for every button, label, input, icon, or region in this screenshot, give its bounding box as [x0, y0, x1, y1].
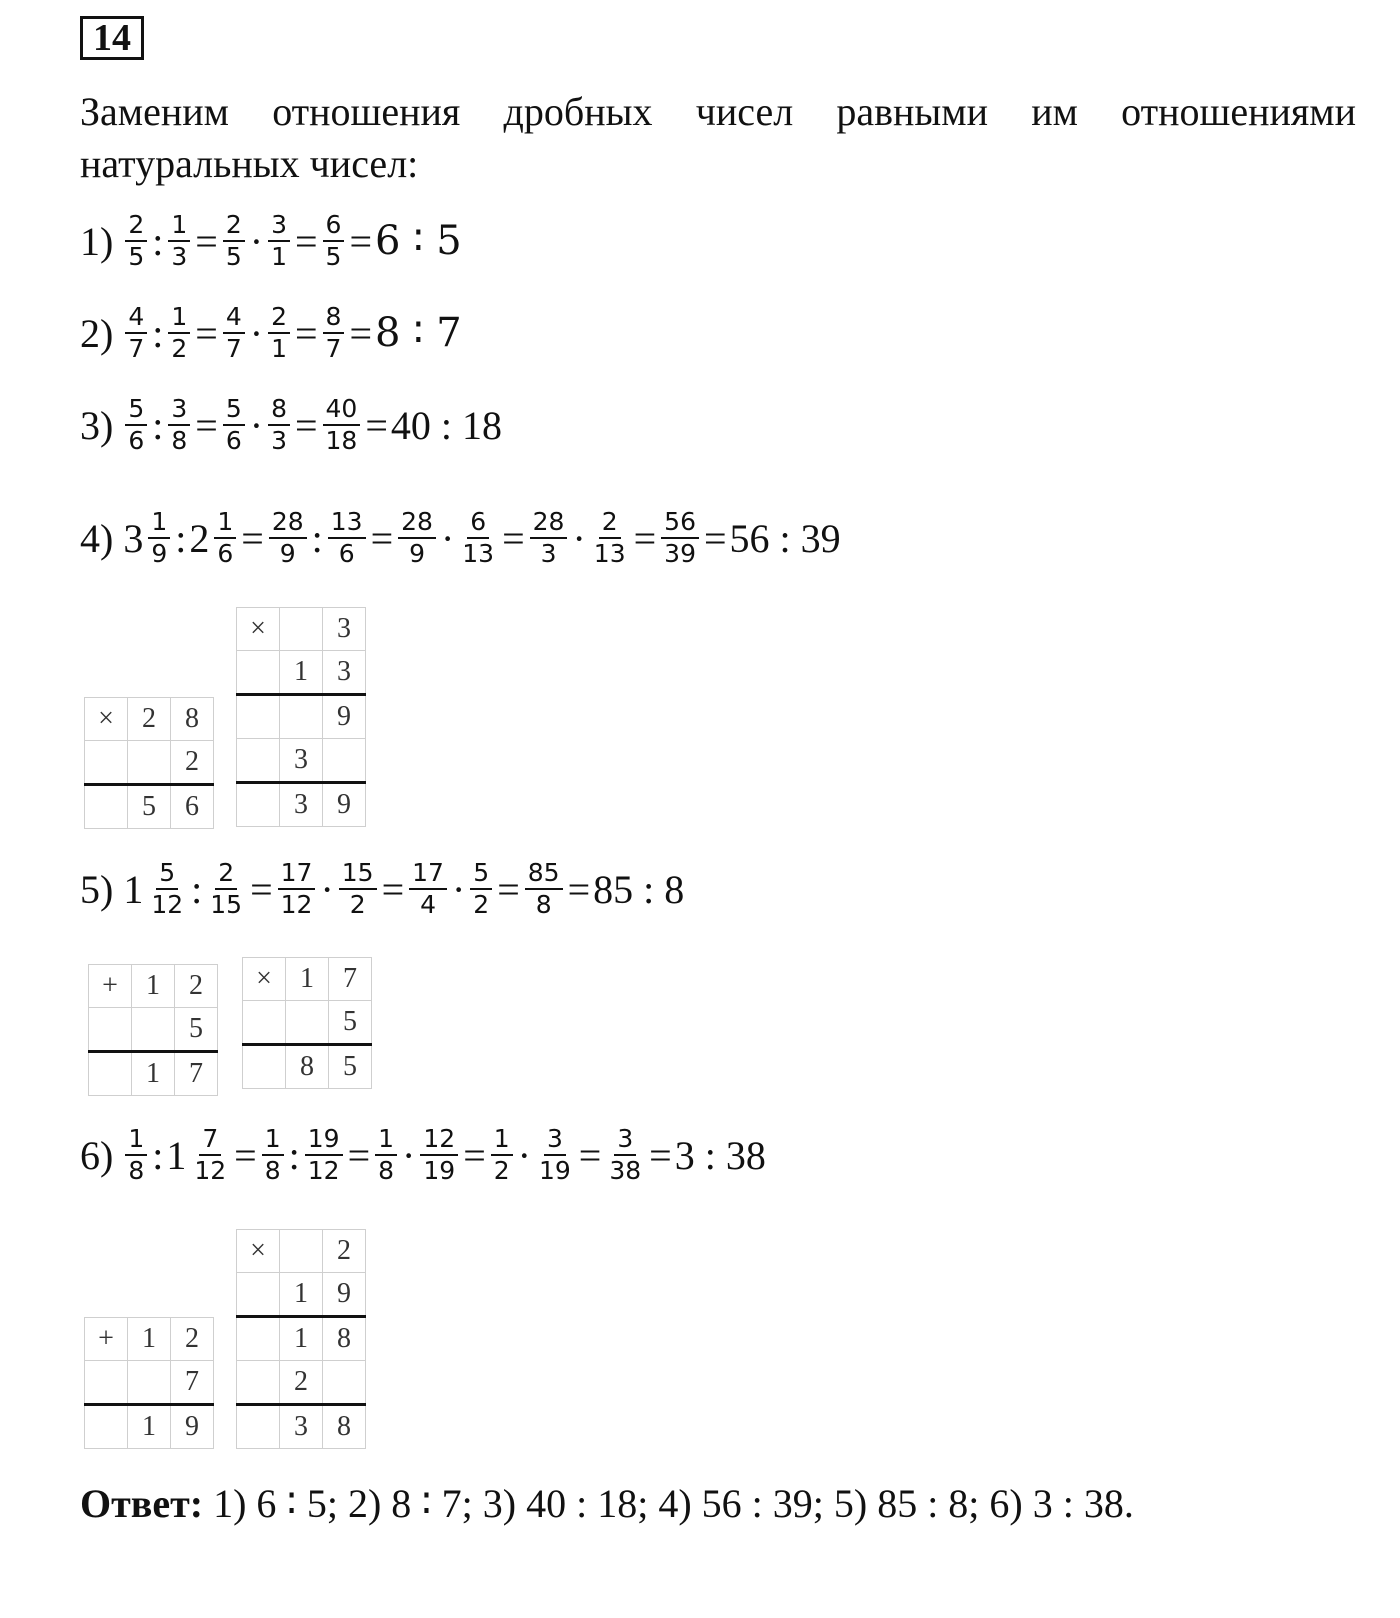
calc-cell: 9 — [323, 1273, 366, 1317]
fraction: $\frac{3}{38}$ — [609, 1124, 642, 1185]
calc-cell: 2 — [280, 1361, 323, 1405]
mixed-number: 1 $\frac{7}{12}$ — [166, 1124, 227, 1185]
equation-4: 4) 3 $\frac{1}{9}$ : 2 $\frac{1}{6}$ = $\frac{28}{9}$ : $\frac{13}{6}$ = $\frac{28}{9}$ · $\frac{6}{13}$ = $\frac{28}{3}$ · $\frac{2}{13}$ = $\frac{56}{39}$ = 56 : 39 — [80, 507, 841, 568]
calc-cell: 1 — [132, 965, 175, 1008]
fraction: $\frac{17}{12}$ — [278, 858, 316, 920]
calc-table — [236, 607, 366, 827]
mixed-number: 2 $\frac{1}{6}$ — [189, 507, 238, 569]
calc-cell: 7 — [329, 958, 372, 1001]
fraction: $\frac{6}{13}$ — [462, 507, 495, 568]
calc-cell: 1 — [132, 1052, 175, 1096]
equation-3: 3) $\frac{5}{6}$ : $\frac{3}{8}$ = $\frac{5}{6}$ · $\frac{8}{3}$ = $\frac{40}{18}$ = 40 : 18 — [80, 394, 503, 455]
calc-cell: 8 — [171, 698, 214, 741]
calc-cell: × — [237, 1230, 280, 1273]
ratio-result: 85 : 8 — [593, 866, 685, 912]
calc-cell: 1 — [280, 1273, 323, 1317]
fraction: $\frac{5}{2}$ — [470, 858, 492, 920]
fraction: $\frac{5}{6}$ — [125, 394, 147, 456]
calc-cell — [85, 741, 128, 785]
calc-cell — [323, 739, 366, 783]
fraction: $\frac{3}{19}$ — [538, 1124, 571, 1185]
calc-row — [89, 1008, 218, 1052]
calc-cell — [237, 1317, 280, 1361]
item-label: 3) — [80, 402, 114, 448]
ratio-result: 3 : 38 — [674, 1132, 766, 1178]
fraction: $\frac{12}{19}$ — [420, 1124, 458, 1186]
calc-row — [237, 695, 366, 739]
calc-cell — [243, 1045, 286, 1089]
ratio-result: 40 : 18 — [390, 402, 503, 448]
calc-cell: × — [85, 698, 128, 741]
item-label: 2) — [80, 310, 114, 356]
calc-cell: 6 — [171, 785, 214, 829]
mixed-number: 3 $\frac{1}{9}$ — [123, 507, 172, 569]
fraction: $\frac{19}{12}$ — [305, 1124, 343, 1186]
fraction: $\frac{28}{3}$ — [530, 507, 568, 569]
calc-cell — [237, 739, 280, 783]
fraction: $\frac{3}{8}$ — [168, 394, 190, 456]
calc-cell: 5 — [128, 785, 171, 829]
calc-cell: 9 — [323, 783, 366, 827]
calc-cell — [128, 741, 171, 785]
ratio-result: 8 ∶ 7 — [375, 310, 462, 356]
calc-cell: 5 — [329, 1001, 372, 1045]
calc-cell: 3 — [280, 783, 323, 827]
calc-cell — [280, 695, 323, 739]
fraction: $\frac{2}{13}$ — [593, 507, 626, 568]
calc-cell: 3 — [323, 651, 366, 695]
calc-row — [237, 739, 366, 783]
answer-text: 1) 6 ∶ 5; 2) 8 ∶ 7; 3) 40 : 18; 4) 56 : 39; 5) 85 : 8; 6) 3 : 38. — [203, 1481, 1134, 1526]
calc-row — [237, 1317, 366, 1361]
calc-cell: 5 — [329, 1045, 372, 1089]
calc-row — [85, 1405, 214, 1449]
calc-row — [243, 958, 372, 1001]
answer-label: Ответ: — [80, 1481, 204, 1526]
fraction: $\frac{56}{39}$ — [661, 507, 699, 569]
calc-cell — [243, 1001, 286, 1045]
fraction: $\frac{4}{7}$ — [125, 302, 147, 364]
fraction: $\frac{28}{9}$ — [269, 507, 307, 569]
calc-row — [243, 1001, 372, 1045]
calc-cell — [89, 1008, 132, 1052]
calc-cell — [132, 1008, 175, 1052]
calc-row — [85, 698, 214, 741]
calc-row — [89, 1052, 218, 1096]
fraction: $\frac{1}{8}$ — [125, 1124, 147, 1186]
calc-row — [85, 741, 214, 785]
intro-text — [80, 86, 1356, 190]
calc-cell — [280, 1230, 323, 1273]
calc-cell — [89, 1052, 132, 1096]
fraction: $\frac{40}{18}$ — [323, 394, 361, 456]
calc-cell: × — [237, 608, 280, 651]
fraction: $\frac{13}{6}$ — [328, 507, 366, 569]
calc-cell: × — [243, 958, 286, 1001]
calc-cell: + — [89, 965, 132, 1008]
item-label: 1) — [80, 218, 114, 264]
equation-1: 1) $\frac{2}{5}$ : $\frac{1}{3}$ = $\frac{2}{5}$ · $\frac{3}{1}$ = $\frac{6}{5}$ = 6 ∶ 5 — [80, 210, 462, 271]
calc-cell: 7 — [171, 1361, 214, 1405]
equation-6: 6) $\frac{1}{8}$ : 1 $\frac{7}{12}$ = $\frac{1}{8}$ : $\frac{19}{12}$ = $\frac{1}{8}$ · $\frac{12}{19}$ = $\frac{1}{2}$ · $\frac{3}{19}$ = $\frac{3}{38}$ = 3 : 38 — [80, 1124, 766, 1185]
ratio-result: 56 : 39 — [729, 515, 841, 561]
calc-cell — [237, 695, 280, 739]
calc-cell: 3 — [280, 1405, 323, 1449]
calc-row — [237, 1230, 366, 1273]
calc-cell: 8 — [286, 1045, 329, 1089]
calc-cell — [237, 783, 280, 827]
equation-2: 2) $\frac{4}{7}$ : $\frac{1}{2}$ = $\frac{4}{7}$ · $\frac{2}{1}$ = $\frac{8}{7}$ = 8 ∶ 7 — [80, 302, 462, 363]
calc-cell — [237, 651, 280, 695]
answer-line — [80, 1480, 1134, 1527]
fraction: $\frac{2}{1}$ — [268, 302, 290, 364]
item-label: 5) — [80, 866, 114, 912]
calc-cell: 1 — [280, 651, 323, 695]
calc-row — [237, 1405, 366, 1449]
calc-cell — [128, 1361, 171, 1405]
calc-cell — [280, 608, 323, 651]
calc-cell: 5 — [175, 1008, 218, 1052]
calc-row — [237, 783, 366, 827]
fraction: $\frac{1}{3}$ — [168, 210, 190, 272]
calc-cell: 9 — [323, 695, 366, 739]
fraction: $\frac{17}{4}$ — [409, 858, 447, 920]
calc-row — [243, 1045, 372, 1089]
calc-cell: + — [85, 1318, 128, 1361]
fraction: $\frac{6}{5}$ — [323, 210, 345, 272]
fraction: $\frac{1}{2}$ — [168, 302, 190, 364]
calc-cell — [85, 785, 128, 829]
intro-line-1: Заменим отношения дробных чисел равными им отношениями — [80, 89, 1356, 134]
calc-row — [85, 785, 214, 829]
calc-cell: 9 — [171, 1405, 214, 1449]
calc-cell: 1 — [280, 1317, 323, 1361]
calc-cell: 3 — [280, 739, 323, 783]
calc-cell — [237, 1361, 280, 1405]
calc-cell — [237, 1273, 280, 1317]
mixed-number: 1 $\frac{5}{12}$ — [123, 858, 184, 919]
calc-table — [88, 964, 218, 1096]
intro-line-2: натуральных чисел: — [80, 141, 419, 186]
calc-cell — [237, 1405, 280, 1449]
calc-cell — [286, 1001, 329, 1045]
ratio-result: 6 ∶ 5 — [375, 218, 462, 264]
calc-table — [84, 1317, 214, 1449]
calc-cell: 2 — [171, 1318, 214, 1361]
calc-cell: 2 — [175, 965, 218, 1008]
calc-row — [237, 651, 366, 695]
calc-row — [237, 1361, 366, 1405]
fraction: $\frac{2}{5}$ — [223, 210, 245, 272]
fraction: $\frac{8}{3}$ — [268, 394, 290, 456]
fraction: $\frac{1}{2}$ — [491, 1124, 513, 1186]
calc-cell: 2 — [171, 741, 214, 785]
calc-table — [84, 697, 214, 829]
fraction: $\frac{1}{8}$ — [262, 1124, 284, 1186]
fraction: $\frac{4}{7}$ — [223, 302, 245, 364]
calc-cell: 7 — [175, 1052, 218, 1096]
calc-row — [89, 965, 218, 1008]
fraction: $\frac{2}{5}$ — [125, 210, 147, 272]
fraction: $\frac{2}{15}$ — [210, 858, 243, 919]
fraction: $\frac{1}{8}$ — [375, 1124, 397, 1186]
calc-cell — [85, 1361, 128, 1405]
calc-cell: 3 — [323, 608, 366, 651]
fraction: $\frac{3}{1}$ — [268, 210, 290, 272]
calc-table — [242, 957, 372, 1089]
calc-cell: 2 — [128, 698, 171, 741]
calc-table — [236, 1229, 366, 1449]
task-number: 14 — [80, 16, 144, 60]
calc-cell: 8 — [323, 1317, 366, 1361]
equation-5: 5) 1 $\frac{5}{12}$ : $\frac{2}{15}$ = $\frac{17}{12}$ · $\frac{15}{2}$ = $\frac{17}{4}$ · $\frac{5}{2}$ = $\frac{85}{8}$ = 85 : 8 — [80, 858, 685, 919]
item-label: 4) — [80, 515, 114, 561]
calc-row — [85, 1318, 214, 1361]
calc-cell: 1 — [128, 1318, 171, 1361]
calc-cell — [323, 1361, 366, 1405]
calc-row — [237, 608, 366, 651]
fraction: $\frac{85}{8}$ — [525, 858, 563, 920]
calc-row — [85, 1361, 214, 1405]
calc-cell: 1 — [128, 1405, 171, 1449]
fraction: $\frac{8}{7}$ — [323, 302, 345, 364]
item-label: 6) — [80, 1132, 114, 1178]
calc-cell: 1 — [286, 958, 329, 1001]
fraction: $\frac{15}{2}$ — [339, 858, 377, 920]
fraction: $\frac{28}{9}$ — [398, 507, 436, 569]
fraction: $\frac{5}{6}$ — [223, 394, 245, 456]
calc-cell: 2 — [323, 1230, 366, 1273]
calc-cell — [85, 1405, 128, 1449]
calc-cell: 8 — [323, 1405, 366, 1449]
calc-row — [237, 1273, 366, 1317]
